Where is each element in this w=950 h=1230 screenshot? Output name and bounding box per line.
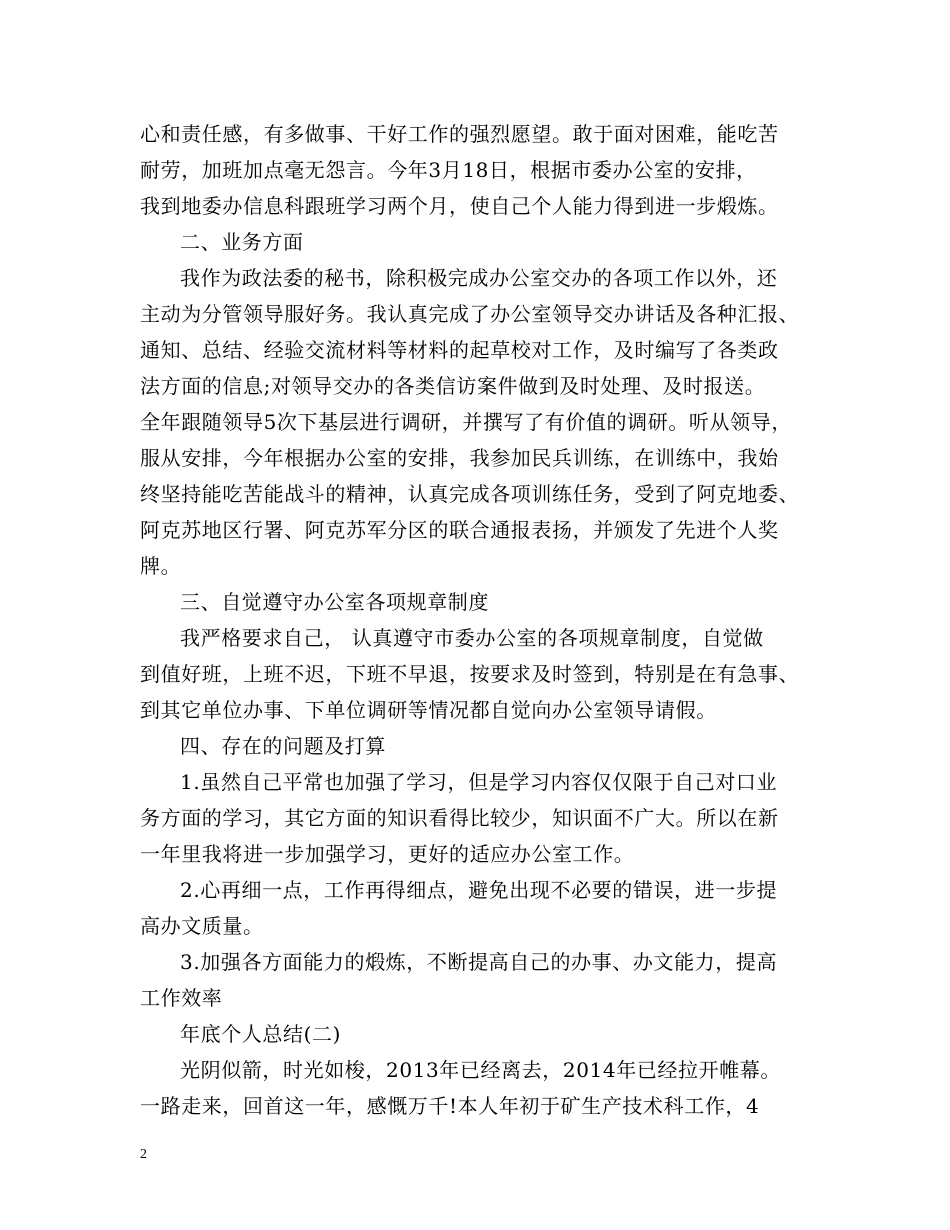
page-number: 2: [140, 1147, 147, 1162]
body-text-line: 法方面的信息;对领导交办的各类信访案件做到及时处理、及时报送。: [140, 374, 766, 398]
body-text-line: 到其它单位办事、下单位调研等情况都自觉向办公室领导请假。: [140, 698, 717, 722]
body-text-line: 到值好班，上班不迟，下班不早退，按要求及时签到，特别是在有急事、: [140, 662, 800, 686]
body-text-line: 光阴似箭，时光如梭，2013年已经离去，2014年已经拉开帷幕。: [180, 1058, 781, 1082]
body-text-line: 牌。: [140, 554, 182, 578]
body-text-line: 心和责任感，有多做事、干好工作的强烈愿望。敢于面对困难，能吃苦: [140, 122, 779, 146]
body-text-line: 服从安排，今年根据办公室的安排，我参加民兵训练，在训练中，我始: [140, 446, 779, 470]
section-heading: 年底个人总结(二): [180, 1022, 342, 1046]
body-text-line: 3.加强各方面能力的煅炼，不断提高自己的办事、办文能力，提高: [180, 950, 778, 974]
body-text-line: 通知、总结、经验交流材料等材料的起草校对工作，及时编写了各类政: [140, 338, 779, 362]
body-text-line: 1.虽然自己平常也加强了学习，但是学习内容仅仅限于自己对口业: [180, 770, 778, 794]
body-text-line: 全年跟随领导5次下基层进行调研，并撰写了有价值的调研。听从领导，: [140, 410, 792, 434]
body-text-line: 耐劳，加班加点毫无怨言。今年3月18日，根据市委办公室的安排，: [140, 158, 757, 182]
body-text-line: 2.心再细一点，工作再得细点，避免出现不必要的错误，进一步提: [180, 878, 778, 902]
body-text-line: 主动为分管领导服好务。我认真完成了办公室领导交办讲话及各种汇报、: [140, 302, 800, 326]
body-text-line: 我严格要求自己， 认真遵守市委办公室的各项规章制度，自觉做: [180, 626, 764, 650]
body-text-line: 高办文质量。: [140, 914, 264, 938]
section-heading: 三、自觉遵守办公室各项规章制度: [180, 590, 489, 614]
body-text-line: 工作效率: [140, 986, 223, 1010]
body-text-line: 阿克苏地区行署、阿克苏军分区的联合通报表扬，并颁发了先进个人奖: [140, 518, 779, 542]
section-heading: 四、存在的问题及打算: [180, 734, 386, 758]
body-text-line: 一路走来，回首这一年，感慨万千!本人年初于矿生产技术科工作，4: [140, 1094, 760, 1118]
body-text-line: 一年里我将进一步加强学习，更好的适应办公室工作。: [140, 842, 635, 866]
body-text-line: 务方面的学习，其它方面的知识看得比较少，知识面不广大。所以在新: [140, 806, 779, 830]
body-text-line: 我到地委办信息科跟班学习两个月，使自己个人能力得到进一步煅炼。: [140, 194, 779, 218]
body-text-line: 我作为政法委的秘书，除积极完成办公室交办的各项工作以外，还: [180, 266, 778, 290]
section-heading: 二、业务方面: [180, 230, 304, 254]
body-text-line: 终坚持能吃苦能战斗的精神，认真完成各项训练任务，受到了阿克地委、: [140, 482, 800, 506]
